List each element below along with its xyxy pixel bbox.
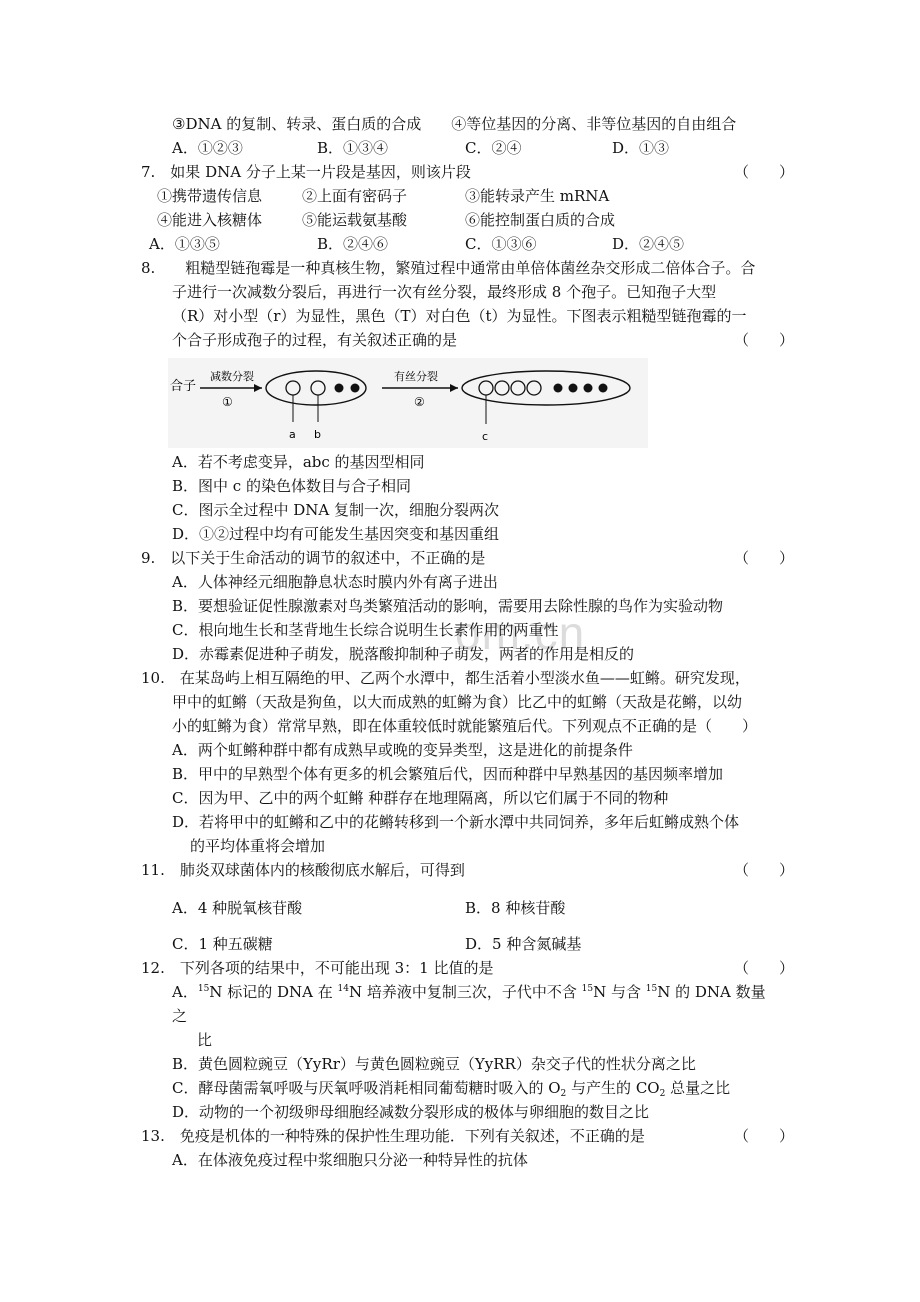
q11-option-a: A．4 种脱氧核苷酸: [172, 899, 303, 917]
q8-stem-line-2: 子进行一次减数分裂后，再进行一次有丝分裂，最终形成 8 个孢子。已知孢子大型: [172, 283, 717, 301]
q12-option-a-wrap-2: 比: [197, 1031, 213, 1049]
q10-option-c: C．因为甲、乙中的两个虹鳉 种群存在地理隔离，所以它们属于不同的物种: [172, 789, 669, 807]
q10-stem-line-3: 小的虹鳉为食）常常早熟，即在体重较低时就能繁殖后代。下列观点不正确的是（ ）: [172, 717, 758, 735]
q7-option-b: B．②④⑥: [317, 235, 389, 253]
q8-stem-line-3: （R）对小型（r）为显性，黑色（T）对白色（t）为显性。下图表示粗糙型链孢霉的一: [172, 307, 747, 325]
q9-option-b: B．要想验证促性腺激素对鸟类繁殖活动的影响，需要用去除性腺的鸟作为实验动物: [172, 597, 724, 615]
q10-stem-line-1: 10. 在某岛屿上相互隔绝的甲、乙两个水潭中，都生活着小型淡水鱼——虹鳉。研究发现，: [141, 669, 750, 687]
spore-black-5: [584, 384, 593, 393]
q10-option-d-line-2: 的平均体重将会增加: [190, 837, 326, 855]
spore-black-4: [569, 384, 578, 393]
q11-answer-bracket: （ ）: [734, 861, 795, 879]
meiosis-label: 减数分裂: [210, 370, 254, 383]
q12-stem: 12. 下列各项的结果中，不可能出现 3：1 比值的是: [141, 959, 494, 977]
q8-answer-bracket: （ ）: [734, 331, 795, 349]
q6-option-d: D．①③: [612, 139, 670, 157]
q7-item-6: ⑥能控制蛋白质的合成: [465, 211, 616, 229]
q8-option-b: B．图中 c 的染色体数目与合子相同: [172, 477, 411, 495]
q7-item-5: ⑤能运载氨基酸: [302, 211, 408, 229]
q7-item-3: ③能转录产生 mRNA: [465, 187, 610, 205]
step-1-number: ①: [222, 395, 233, 409]
q7-stem: 7. 如果 DNA 分子上某一片段是基因，则该片段: [141, 163, 471, 181]
q10-option-a: A．两个虹鳉种群中都有成熟早或晚的变异类型，这是进化的前提条件: [172, 741, 633, 759]
q6-option-b: B．①③④: [317, 139, 389, 157]
q7-item-2: ②上面有密码子: [302, 187, 408, 205]
q8-stem-line-4: 个合子形成孢子的过程，有关叙述正确的是: [172, 331, 458, 349]
q13-answer-bracket: （ ）: [734, 1127, 795, 1145]
q7-option-a: A．①③⑤: [149, 235, 220, 253]
watermark: om.cn: [455, 607, 586, 659]
q7-option-d: D．②④⑤: [612, 235, 685, 253]
step-2-number: ②: [414, 395, 425, 409]
spore-black-3: [554, 384, 563, 393]
q11-option-d: D．5 种含氮碱基: [465, 935, 582, 953]
q10-stem-line-2: 甲中的虹鳉（天敌是狗鱼，以大而成熟的虹鳉为食）比乙中的虹鳉（天敌是花鳉，以幼: [172, 693, 743, 711]
q11-option-b: B．8 种核苷酸: [465, 899, 566, 917]
q11-stem: 11. 肺炎双球菌体内的核酸彻底水解后，可得到: [141, 861, 465, 879]
q7-item-1: ①携带遗传信息: [157, 187, 263, 205]
label-a: a: [289, 428, 296, 441]
q12-option-a: A．$^{15}$N 标记的 DNA 在 $^{14}$N 培养液中复制三次，子代中不含 $^{15}$N 与含 $^{15}$N 的 DNA 数量: [172, 983, 766, 1001]
q6-option-c: C．②④: [465, 139, 522, 157]
q10-option-b: B．甲中的早熟型个体有更多的机会繁殖后代，因而种群中早熟基因的基因频率增加: [172, 765, 724, 783]
q8-option-d: D．①②过程中均有可能发生基因突变和基因重组: [172, 525, 500, 543]
q9-stem: 9. 以下关于生命活动的调节的叙述中，不正确的是: [141, 549, 486, 567]
spore-formation-diagram: [168, 358, 648, 448]
q8-option-a: A．若不考虑变异，abc 的基因型相同: [172, 453, 425, 471]
q12-option-d: D．动物的一个初级卵母细胞经减数分裂形成的极体与卵细胞的数目之比: [172, 1103, 650, 1121]
q7-answer-bracket: （ ）: [734, 163, 795, 181]
label-c: c: [482, 430, 489, 443]
q12-option-a-wrap-1: 之: [172, 1007, 188, 1025]
q8-option-c: C．图示全过程中 DNA 复制一次，细胞分裂两次: [172, 501, 499, 519]
q10-option-d-line-1: D．若将甲中的虹鳉和乙中的花鳉转移到一个新水潭中共同饲养，多年后虹鳉成熟个体: [172, 813, 740, 831]
q8-stem-line-1: 8. 粗糙型链孢霉是一种真核生物，繁殖过程中通常由单倍体菌丝杂交形成二倍体合子。合: [141, 259, 756, 277]
q9-option-d: D．赤霉素促进种子萌发，脱落酸抑制种子萌发，两者的作用是相反的: [172, 645, 635, 663]
q7-item-4: ④能进入核糖体: [157, 211, 263, 229]
q9-answer-bracket: （ ）: [734, 549, 795, 567]
q6-option-a: A．①②③: [172, 139, 243, 157]
q12-answer-bracket: （ ）: [734, 959, 795, 977]
spore-black-6: [599, 384, 608, 393]
spore-black-2: [351, 384, 360, 393]
zygote-label: 合子: [170, 379, 197, 394]
q13-option-a: A．在体液免疫过程中浆细胞只分泌一种特异性的抗体: [172, 1151, 528, 1169]
q7-option-c: C．①③⑥: [465, 235, 537, 253]
spore-black-1: [335, 384, 344, 393]
mitosis-label: 有丝分裂: [394, 370, 438, 383]
q13-stem: 13. 免疫是机体的一种特殊的保护性生理功能．下列有关叙述，不正确的是: [141, 1127, 645, 1145]
q9-option-a: A．人体神经元细胞静息状态时膜内外有离子进出: [172, 573, 498, 591]
q12-option-c: C．酵母菌需氧呼吸与厌氧呼吸消耗相同葡萄糖时吸入的 $O_2$ 与产生的 $CO_2$ 总量之比: [172, 1079, 731, 1099]
label-b: b: [314, 428, 321, 441]
q6-continuation: ③DNA 的复制、转录、蛋白质的合成 ④等位基因的分离、非等位基因的自由组合: [172, 115, 737, 133]
q12-option-b: B．黄色圆粒豌豆（YyRr）与黄色圆粒豌豆（YyRR）杂交子代的性状分离之比: [172, 1055, 696, 1073]
q9-option-c: C．根向地生长和茎背地生长综合说明生长素作用的两重性: [172, 621, 559, 639]
q11-option-c: C．1 种五碳糖: [172, 935, 273, 953]
